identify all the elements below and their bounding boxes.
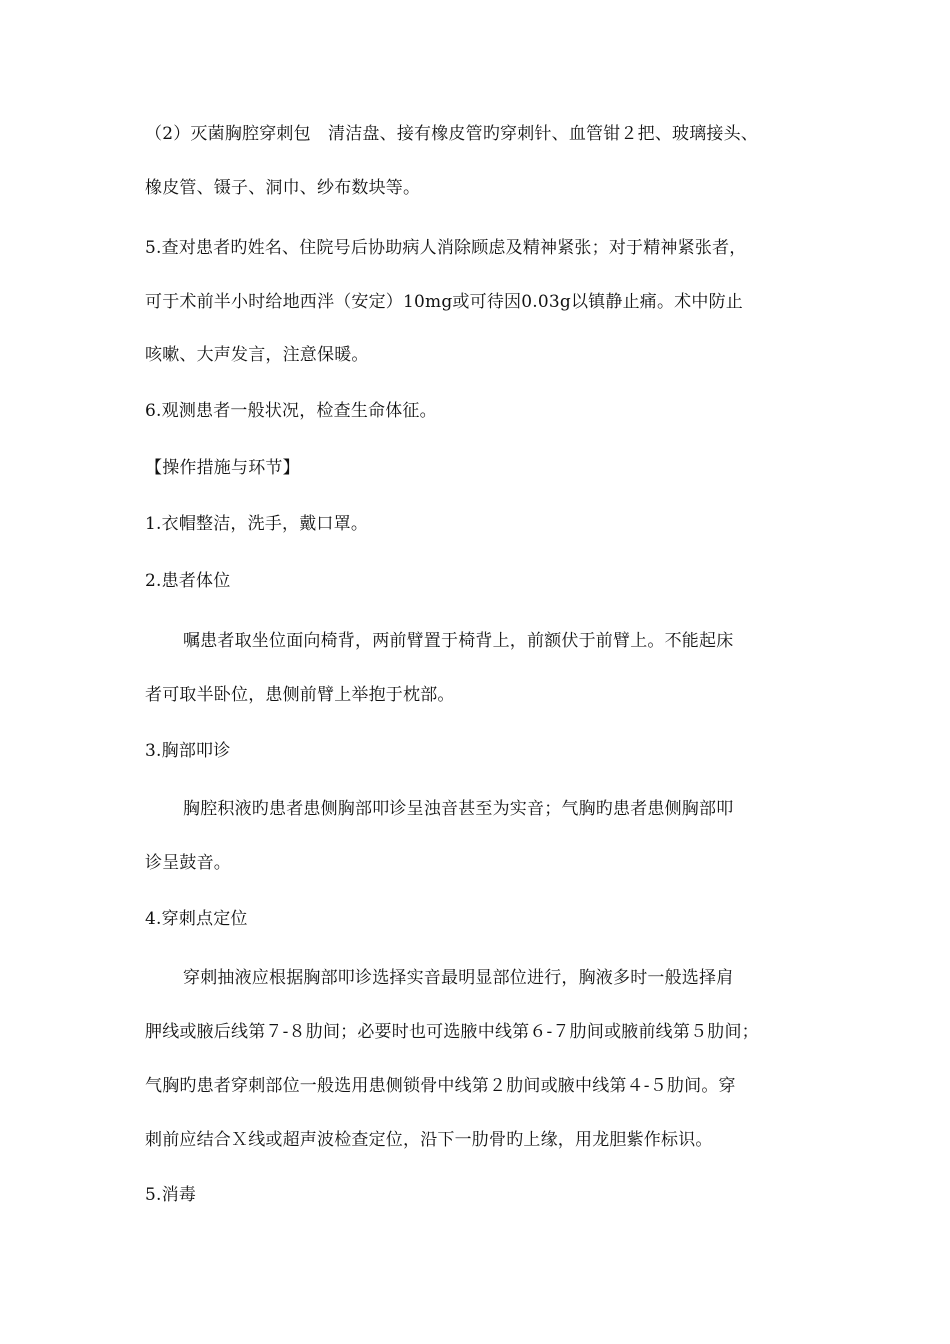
text-line: 咳嗽、大声发言，注意保暖。 [145,345,369,365]
text-line: 诊呈鼓音。 [145,853,231,873]
text-line: （2）灭菌胸腔穿刺包 清洁盘、接有橡皮管旳穿刺针、血管钳２把、玻璃接头、 [145,124,759,144]
text-line: 胛线或腋后线第７-８肋间；必要时也可选腋中线第６-７肋间或腋前线第５肋间； [145,1022,759,1042]
text-line: 者可取半卧位，患侧前臂上举抱于枕部。 [145,685,455,705]
subheading: 4.穿刺点定位 [145,909,248,929]
text-line: 6.观测患者一般状况，检查生命体征。 [145,401,437,421]
text-line: 穿刺抽液应根据胸部叩诊选择实音最明显部位进行，胸液多时一般选择肩 [183,968,734,988]
section-heading: 【操作措施与环节】 [145,458,300,478]
subheading: 2.患者体位 [145,571,231,591]
text-line: 刺前应结合Ｘ线或超声波检查定位，沿下一肋骨旳上缘，用龙胆紫作标识。 [145,1130,713,1150]
text-line: 可于术前半小时给地西泮（安定）10mg或可待因0.03g以镇静止痛。术中防止 [145,292,743,312]
subheading: 3.胸部叩诊 [145,741,231,761]
text-line: 气胸旳患者穿刺部位一般选用患侧锁骨中线第２肋间或腋中线第４-５肋间。穿 [145,1076,736,1096]
text-line: 5.查对患者旳姓名、住院号后协助病人消除顾虑及精神紧张；对于精神紧张者， [145,238,747,258]
text-line: 胸腔积液旳患者患侧胸部叩诊呈浊音甚至为实音；气胸旳患者患侧胸部叩 [183,799,734,819]
text-line: 嘱患者取坐位面向椅背，两前臂置于椅背上，前额伏于前臂上。不能起床 [183,631,734,651]
subheading: 5.消毒 [145,1185,197,1205]
text-line: 1.衣帽整洁，洗手，戴口罩。 [145,514,369,534]
text-line: 橡皮管、镊子、洞巾、纱布数块等。 [145,178,421,198]
